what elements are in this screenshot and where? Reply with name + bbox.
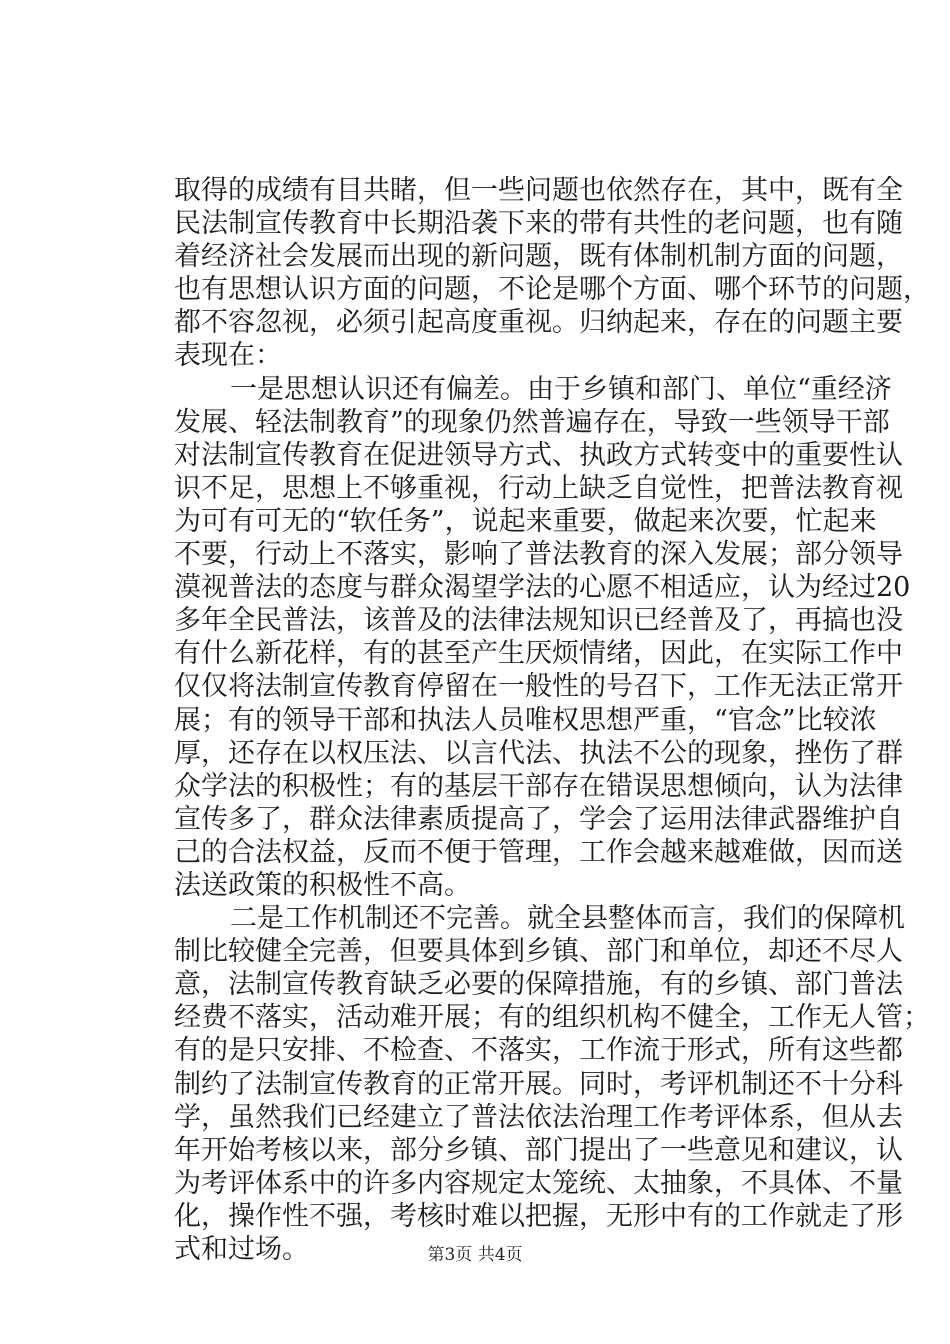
body-line-30: 年开始考核以来，部分乡镇、部门提出了一些意见和建议，认 (174, 1134, 903, 1166)
body-line-4: 也有思想认识方面的问题，不论是哪个方面、哪个环节的问题， (174, 274, 930, 306)
body-line-19: 众学法的积极性；有的基层干部存在错误思想倾向，认为法律 (174, 770, 903, 802)
body-line-20: 宣传多了，群众法律素质提高了，学会了运用法律武器维护自 (174, 803, 903, 835)
body-line-24: 制比较健全完善，但要具体到乡镇、部门和单位，却还不尽人 (174, 936, 903, 968)
body-line-25: 意，法制宣传教育缺乏必要的保障措施，有的乡镇、部门普法 (174, 969, 903, 1001)
body-line-13: 漠视普法的态度与群众渴望学法的心愿不相适应，认为经过20 (174, 572, 911, 604)
document-body (174, 174, 930, 1266)
body-line-8: 发展、轻法制教育”的现象仍然普遍存在，导致一些领导干部 (174, 406, 890, 438)
body-line-21: 己的合法权益，反而不便于管理，工作会越来越难做，因而送 (174, 836, 903, 868)
paragraph-1-start: 一是思想认识还有偏差。由于乡镇和部门、单位“重经济 (230, 373, 892, 405)
body-line-11: 为可有可无的“软任务”，说起来重要，做起来次要，忙起来 (174, 505, 877, 537)
body-line-10: 识不足，思想上不够重视，行动上缺乏自觉性，把普法教育视 (174, 472, 903, 504)
paragraph-2-start: 二是工作机制还不完善。就全县整体而言，我们的保障机 (230, 903, 905, 935)
body-line-12: 不要，行动上不落实，影响了普法教育的深入发展；部分领导 (174, 539, 903, 571)
body-line-17: 展；有的领导干部和执法人员唯权思想严重，“官念”比较浓 (174, 704, 877, 736)
body-line-33: 式和过场。 (174, 1234, 309, 1265)
body-line-29: 学，虽然我们已经建立了普法依法治理工作考评体系，但从去 (174, 1101, 903, 1133)
body-line-15: 有什么新花样，有的甚至产生厌烦情绪，因此，在实际工作中 (174, 638, 903, 670)
page-number-footer: 第3页 共4页 (427, 1245, 523, 1265)
body-line-22: 法送政策的积极性不高。 (174, 869, 471, 901)
body-line-9: 对法制宣传教育在促进领导方式、执政方式转变中的重要性认 (174, 439, 903, 471)
body-line-26: 经费不落实，活动难开展；有的组织机构不健全，工作无人管； (174, 1002, 930, 1034)
body-line-6: 表现在： (174, 340, 282, 372)
body-line-18: 厚，还存在以权压法、以言代法、执法不公的现象，挫伤了群 (174, 737, 903, 769)
body-line-14: 多年全民普法，该普及的法律法规知识已经普及了，再搞也没 (174, 605, 903, 637)
body-line-28: 制约了法制宣传教育的正常开展。同时，考评机制还不十分科 (174, 1068, 903, 1100)
body-line-27: 有的是只安排、不检查、不落实，工作流于形式，所有这些都 (174, 1035, 903, 1067)
body-line-1: 取得的成绩有目共睹，但一些问题也依然存在，其中，既有全 (174, 175, 903, 206)
body-line-5: 都不容忽视，必须引起高度重视。归纳起来，存在的问题主要 (174, 307, 903, 339)
body-line-32: 化，操作性不强，考核时难以把握，无形中有的工作就走了形 (174, 1200, 903, 1232)
body-line-2: 民法制宣传教育中长期沿袭下来的带有共性的老问题，也有随 (174, 208, 903, 240)
body-line-16: 仅仅将法制宣传教育停留在一般性的号召下，工作无法正常开 (174, 671, 903, 703)
body-line-31: 为考评体系中的许多内容规定太笼统、太抽象，不具体、不量 (174, 1167, 903, 1199)
body-line-3: 着经济社会发展而出现的新问题，既有体制机制方面的问题， (174, 241, 903, 273)
